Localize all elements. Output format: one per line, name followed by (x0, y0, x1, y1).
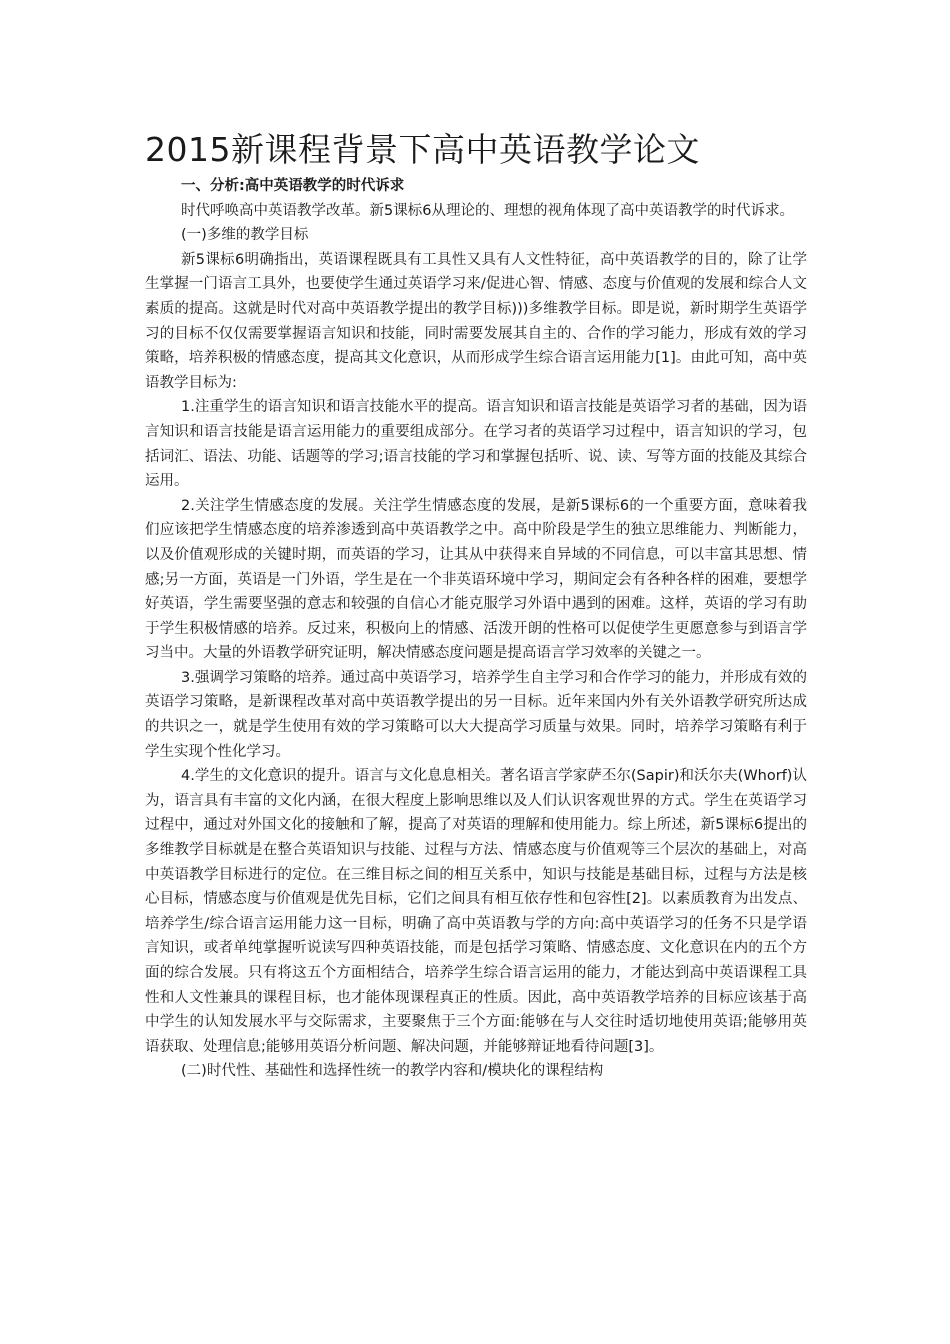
paragraph-intro: 时代呼唤高中英语教学改革。新5课标6从理论的、理想的视角体现了高中英语教学的时代诉求。 (181, 202, 794, 219)
section-heading: 一、分析:高中英语教学的时代诉求 (181, 178, 405, 194)
paragraph-goal-2: 2.关注学生情感态度的发展。关注学生情感态度的发展，是新5课标6的一个重要方面，意味着我们应该把学生情感态度的培养渗透到高中英语教学之中。高中阶段是学生的独立思维能力、判断能力，以及价值观形成的关键时期，而英语的学习，让其从中获得来自异域的不同信息，可以丰富其思想、情感;另一方面，英语是一门外语，学生是在一个非英语环境中学习，期间定会有各种各样的困难，要想学好英语，学生需要坚强的意志和较强的自信心才能克服学习外语中遇到的困难。这样，英语的学习有助于学生积极情感的培养。反过来，积极向上的情感、活泼开朗的性格可以促使学生更愿意参与到语言学习当中。大量的外语教学研究证明，解决情感态度问题是提高语言学习效率的关键之一。 (145, 497, 807, 662)
document-page (145, 128, 807, 1084)
paragraph-goals-overview: 新5课标6明确指出，英语课程既具有工具性又具有人文性特征，高中英语教学的目的，除了让学生掌握一门语言工具外，也要使学生通过英语学习来/促进心智、情感、态度与价值观的发展和综合人文素质的提高。这就是时代对高中英语教学提出的教学目标)))多维教学目标。即是说，新时期学生英语学习的目标不仅仅需要掌握语言知识和技能，同时需要发展其自主的、合作的学习能力，形成有效的学习策略，培养积极的情感态度，提高其文化意识，从而形成学生综合语言运用能力[1]。由此可知，高中英语教学目标为: (145, 251, 807, 391)
paragraph-goal-4: 4.学生的文化意识的提升。语言与文化息息相关。著名语言学家萨丕尔(Sapir)和沃尔夫(Whorf)认为，语言具有丰富的文化内涵，在很大程度上影响思维以及人们认识客观世界的方式。学生在英语学习过程中，通过对外国文化的接触和了解，提高了对英语的理解和使用能力。综上所述，新5课标6提出的多维教学目标就是在整合英语知识与技能、过程与方法、情感态度与价值观等三个层次的基础上，对高中英语教学目标进行的定位。在三维目标之间的相互关系中，知识与技能是基础目标，过程与方法是核心目标，情感态度与价值观是优先目标，它们之间具有相互依存性和包容性[2]。以素质教育为出发点、培养学生/综合语言运用能力这一目标，明确了高中英语教与学的方向:高中英语学习的任务不只是学语言知识，或者单纯掌握听说读写四种英语技能，而是包括学习策略、情感态度、文化意识在内的五个方面的综合发展。只有将这五个方面相结合，培养学生综合语言运用的能力，才能达到高中英语课程工具性和人文性兼具的课程目标，也才能体现课程真正的性质。因此，高中英语教学培养的目标应该基于高中学生的认知发展水平与交际需求，主要聚焦于三个方面:能够在与人交往时适切地使用英语;能够用英语获取、处理信息;能够用英语分析问题、解决问题，并能够辩证地看待问题[3]。 (145, 768, 807, 1055)
subheading-content-structure: (二)时代性、基础性和选择性统一的教学内容和/模块化的课程结构 (181, 1063, 604, 1080)
paragraph-goal-1: 1.注重学生的语言知识和语言技能水平的提高。语言知识和语言技能是英语学习者的基础，因为语言知识和语言技能是语言运用能力的重要组成部分。在学习者的英语学习过程中，语言知识的学习，包括词汇、语法、功能、话题等的学习;语言技能的学习和掌握包括听、说、读、写等方面的技能及其综合运用。 (145, 399, 807, 490)
document-title: 2015新课程背景下高中英语教学论文 (145, 130, 700, 169)
subheading-multidimensional-goals: (一)多维的教学目标 (181, 227, 309, 244)
paragraph-goal-3: 3.强调学习策略的培养。通过高中英语学习，培养学生自主学习和合作学习的能力，并形成有效的英语学习策略，是新课程改革对高中英语教学提出的另一目标。近年来国内外有关外语教学研究所达成的共识之一，就是学生使用有效的学习策略可以大大提高学习质量与效果。同时，培养学习策略有利于学生实现个性化学习。 (145, 669, 807, 760)
